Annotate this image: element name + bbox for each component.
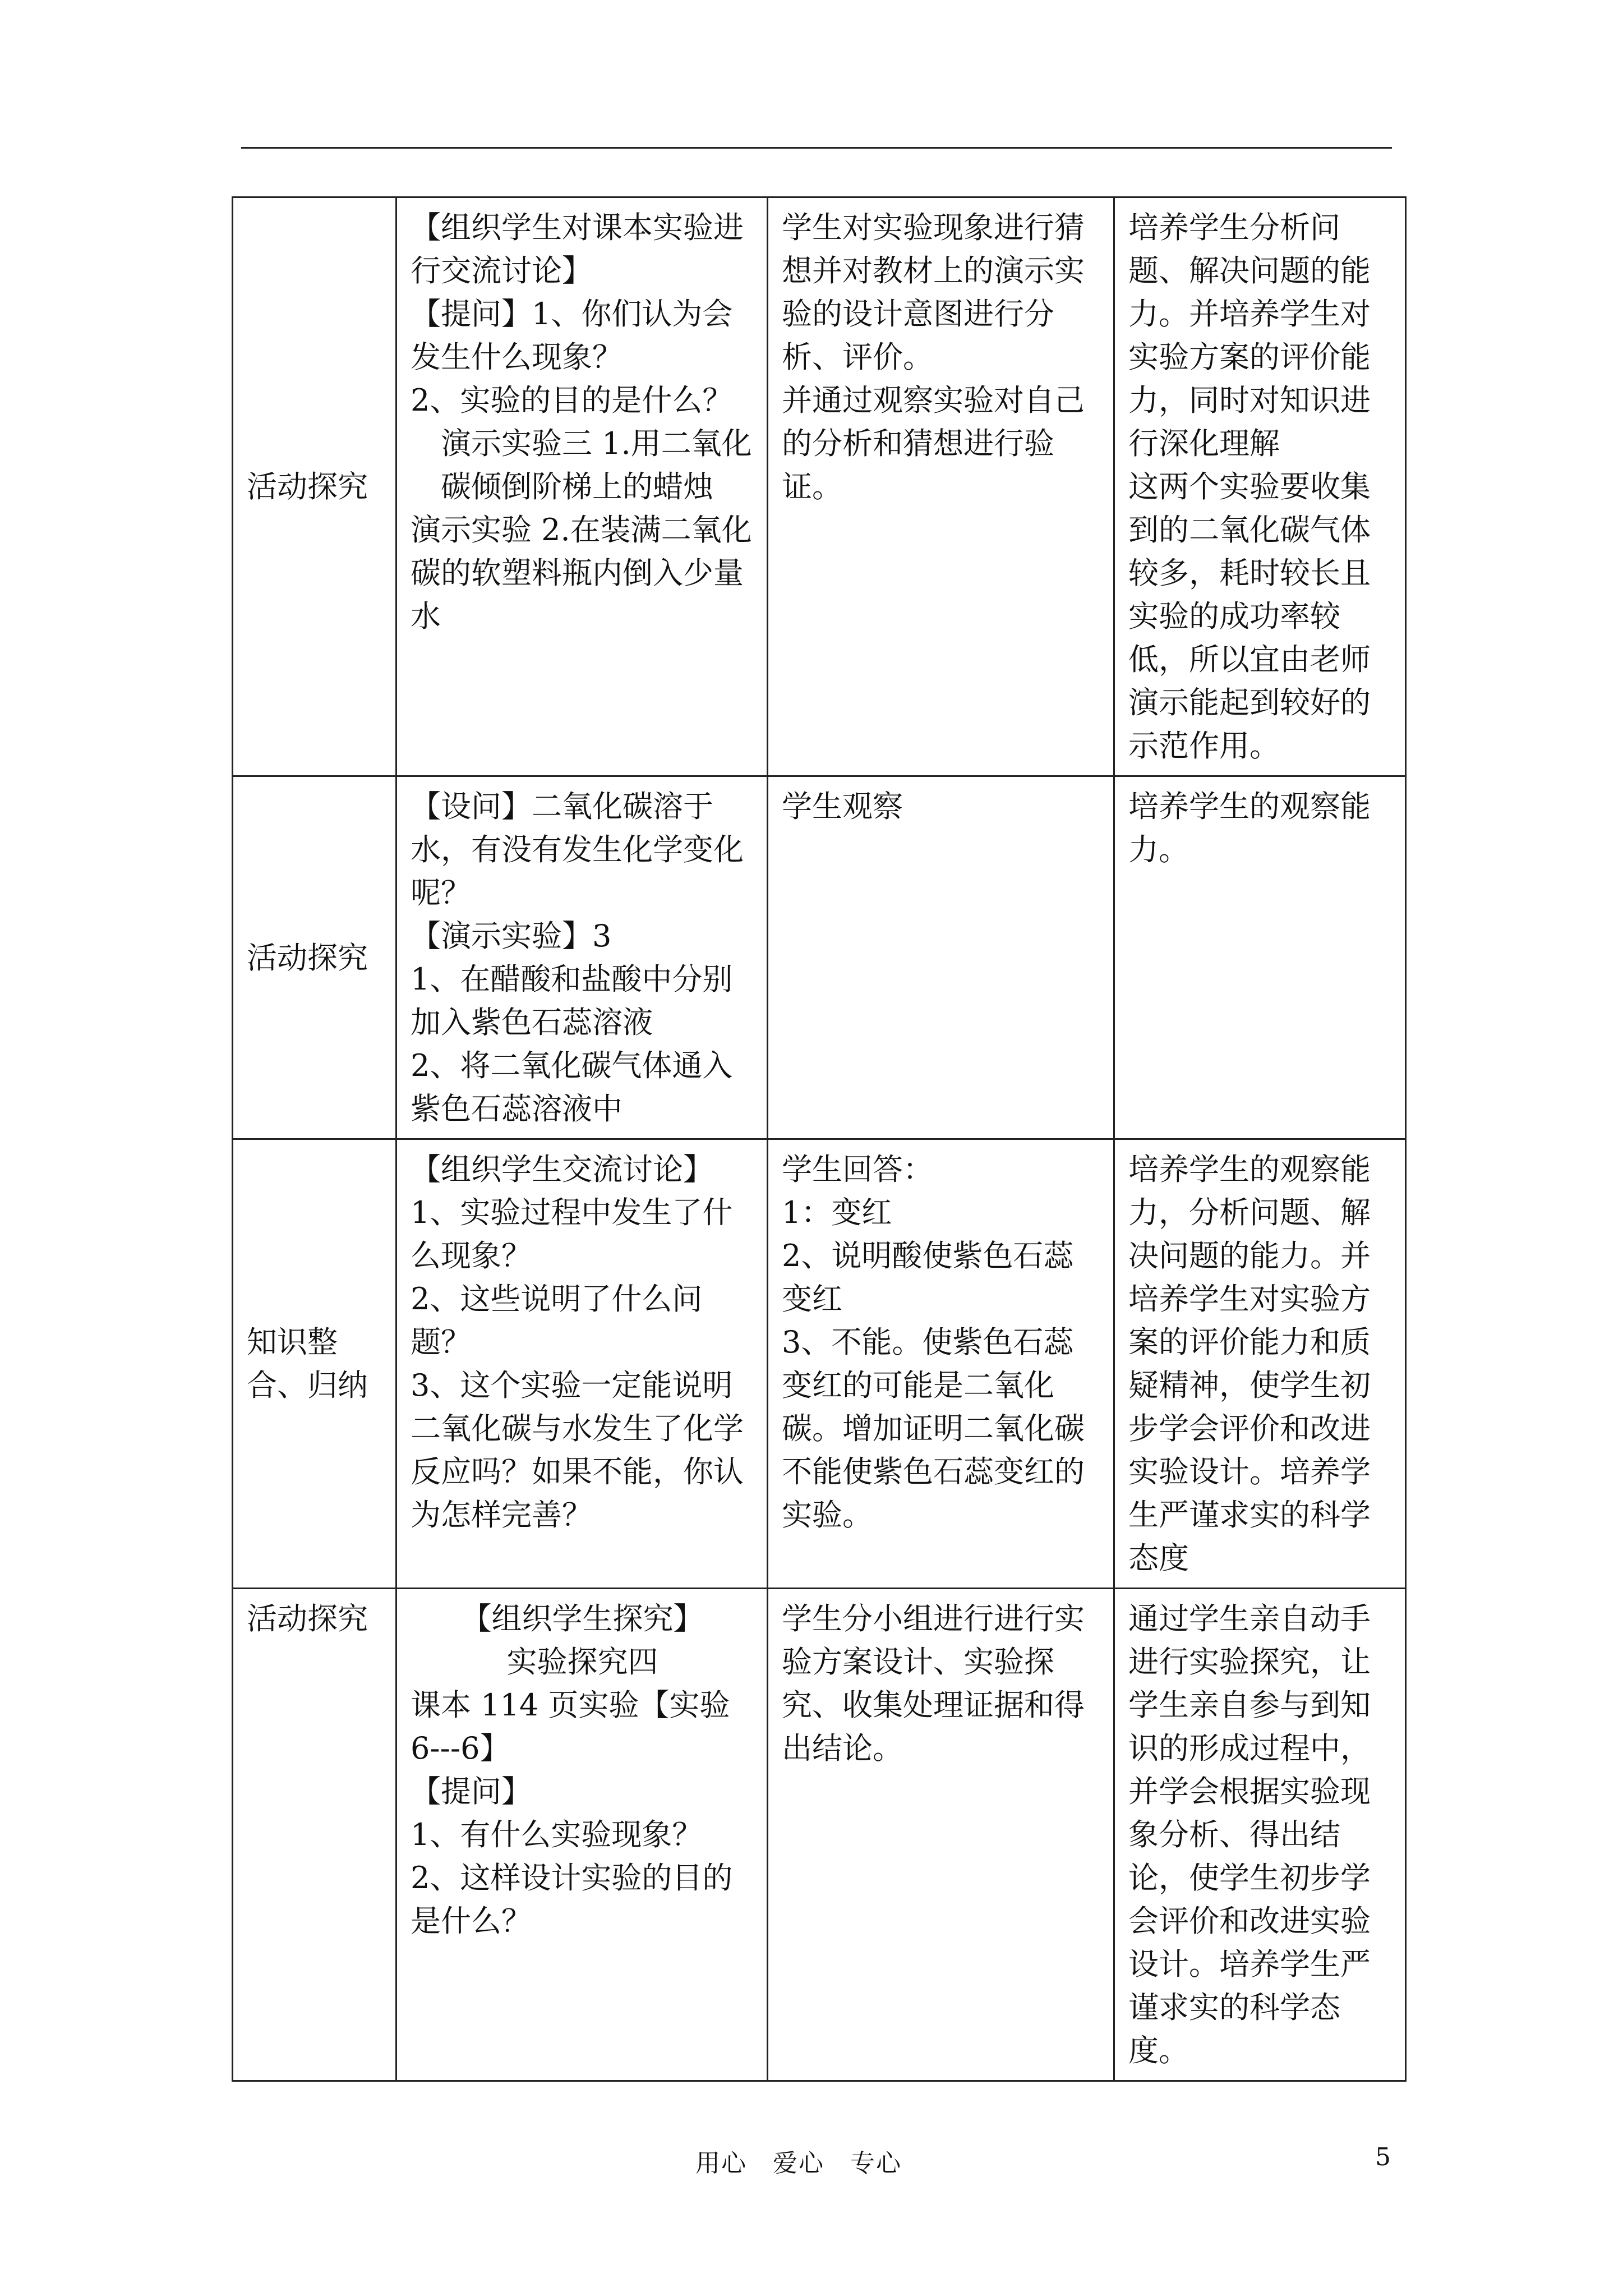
stage-cell	[233, 776, 396, 1139]
teacher-line: 1、有什么实验现象？	[411, 1817, 703, 1852]
teacher-activity-cell	[396, 776, 768, 1139]
teacher-activity-cell	[396, 1589, 768, 2081]
intent-line: 培养学生的观察能力，分析问题、解决问题的能力。并培养学生对实验方案的评价能力和质疑精神，使学生初步学会评价和改进实验设计。培养学生严谨求实的科学态度	[1128, 1152, 1371, 1576]
teacher-line: 【组织学生探究】	[461, 1601, 704, 1636]
table-row	[233, 776, 1406, 1139]
stage-cell	[233, 1589, 396, 2081]
design-intent-cell	[1114, 776, 1406, 1139]
teacher-line: 【演示实验】3	[411, 918, 612, 954]
header-rule	[241, 147, 1392, 149]
teacher-line: 【提问】1、你们认为会发生什么现象？	[411, 296, 733, 375]
design-intent-cell	[1114, 1589, 1406, 2081]
student-line: 学生分小组进行进行实验方案设计、实验探究、收集处理证据和得出结论。	[782, 1601, 1085, 1766]
student-line: 3、不能。使紫色石蕊变红的可能是二氧化碳。增加证明二氧化碳不能使紫色石蕊变红的实验。	[782, 1324, 1085, 1533]
page-number: 5	[1375, 2143, 1391, 2171]
intent-line: 培养学生分析问题、解决问题的能力。并培养学生对实验方案的评价能力，同时对知识进行深化理解	[1128, 210, 1371, 461]
stage-cell	[233, 1139, 396, 1589]
teacher-activity-cell	[396, 1139, 768, 1589]
student-activity-cell	[768, 197, 1114, 776]
teacher-line: 2、这样设计实验的目的是什么？	[411, 1860, 733, 1939]
student-line: 学生回答：	[782, 1152, 933, 1187]
intent-line: 通过学生亲自动手进行实验探究，让学生亲自参与到知识的形成过程中，并学会根据实验现象分析、得出结论，使学生初步学会评价和改进实验设计。培养学生严谨求实的科学态度。	[1128, 1601, 1371, 2068]
student-line: 1：变红	[782, 1195, 892, 1230]
teacher-activity-cell	[396, 197, 768, 776]
teacher-line: 【设问】二氧化碳溶于水，有没有发生化学变化呢？	[411, 789, 744, 910]
teacher-line: 2、这些说明了什么问题？	[411, 1281, 703, 1360]
stage-label: 活动探究	[247, 940, 368, 976]
teacher-line: 【提问】	[411, 1774, 532, 1809]
student-line: 2、说明酸使紫色石蕊变红	[782, 1238, 1074, 1317]
teacher-line: 2、实验的目的是什么？	[411, 383, 733, 418]
footer-motto: 用心 爱心 专心	[695, 2149, 902, 2178]
lesson-plan-table	[232, 196, 1407, 2082]
table-row	[233, 1139, 1406, 1589]
table-row	[233, 197, 1406, 776]
intent-line: 这两个实验要收集到的二氧化碳气体较多，耗时较长且实验的成功率较低，所以宜由老师演示能起到较好的示范作用。	[1128, 469, 1371, 763]
teacher-line: 演示实验三 1.用二氧化碳倾倒阶梯上的蜡烛	[441, 426, 752, 504]
teacher-line: 【组织学生交流讨论】	[411, 1152, 713, 1187]
teacher-line: 2、将二氧化碳气体通入紫色石蕊溶液中	[411, 1048, 733, 1126]
intent-line: 培养学生的观察能力。	[1128, 789, 1371, 867]
student-activity-cell	[768, 1139, 1114, 1589]
design-intent-cell	[1114, 197, 1406, 776]
teacher-line: 实验探究四	[506, 1644, 658, 1680]
design-intent-cell	[1114, 1139, 1406, 1589]
stage-cell	[233, 197, 396, 776]
student-line: 学生对实验现象进行猜想并对教材上的演示实验的设计意图进行分析、评价。	[782, 210, 1085, 375]
teacher-line: 3、这个实验一定能说明二氧化碳与水发生了化学反应吗？如果不能，你认为怎样完善？	[411, 1368, 744, 1533]
teacher-line: 1、在醋酸和盐酸中分别加入紫色石蕊溶液	[411, 961, 733, 1040]
teacher-line: 课本 114 页实验【实验 6---6】	[411, 1687, 730, 1766]
student-activity-cell	[768, 776, 1114, 1139]
student-line: 学生观察	[782, 789, 903, 824]
stage-label: 活动探究	[247, 1601, 368, 1636]
student-line: 并通过观察实验对自己的分析和猜想进行验证。	[782, 383, 1085, 504]
teacher-line: 1、实验过程中发生了什么现象？	[411, 1195, 733, 1273]
teacher-line: 【组织学生对课本实验进行交流讨论】	[411, 210, 744, 288]
teacher-line: 演示实验 2.在装满二氧化碳的软塑料瓶内倒入少量水	[411, 512, 752, 634]
table-row	[233, 1589, 1406, 2081]
stage-label: 活动探究	[247, 469, 368, 504]
stage-label: 知识整合、归纳	[247, 1324, 368, 1403]
student-activity-cell	[768, 1589, 1114, 2081]
